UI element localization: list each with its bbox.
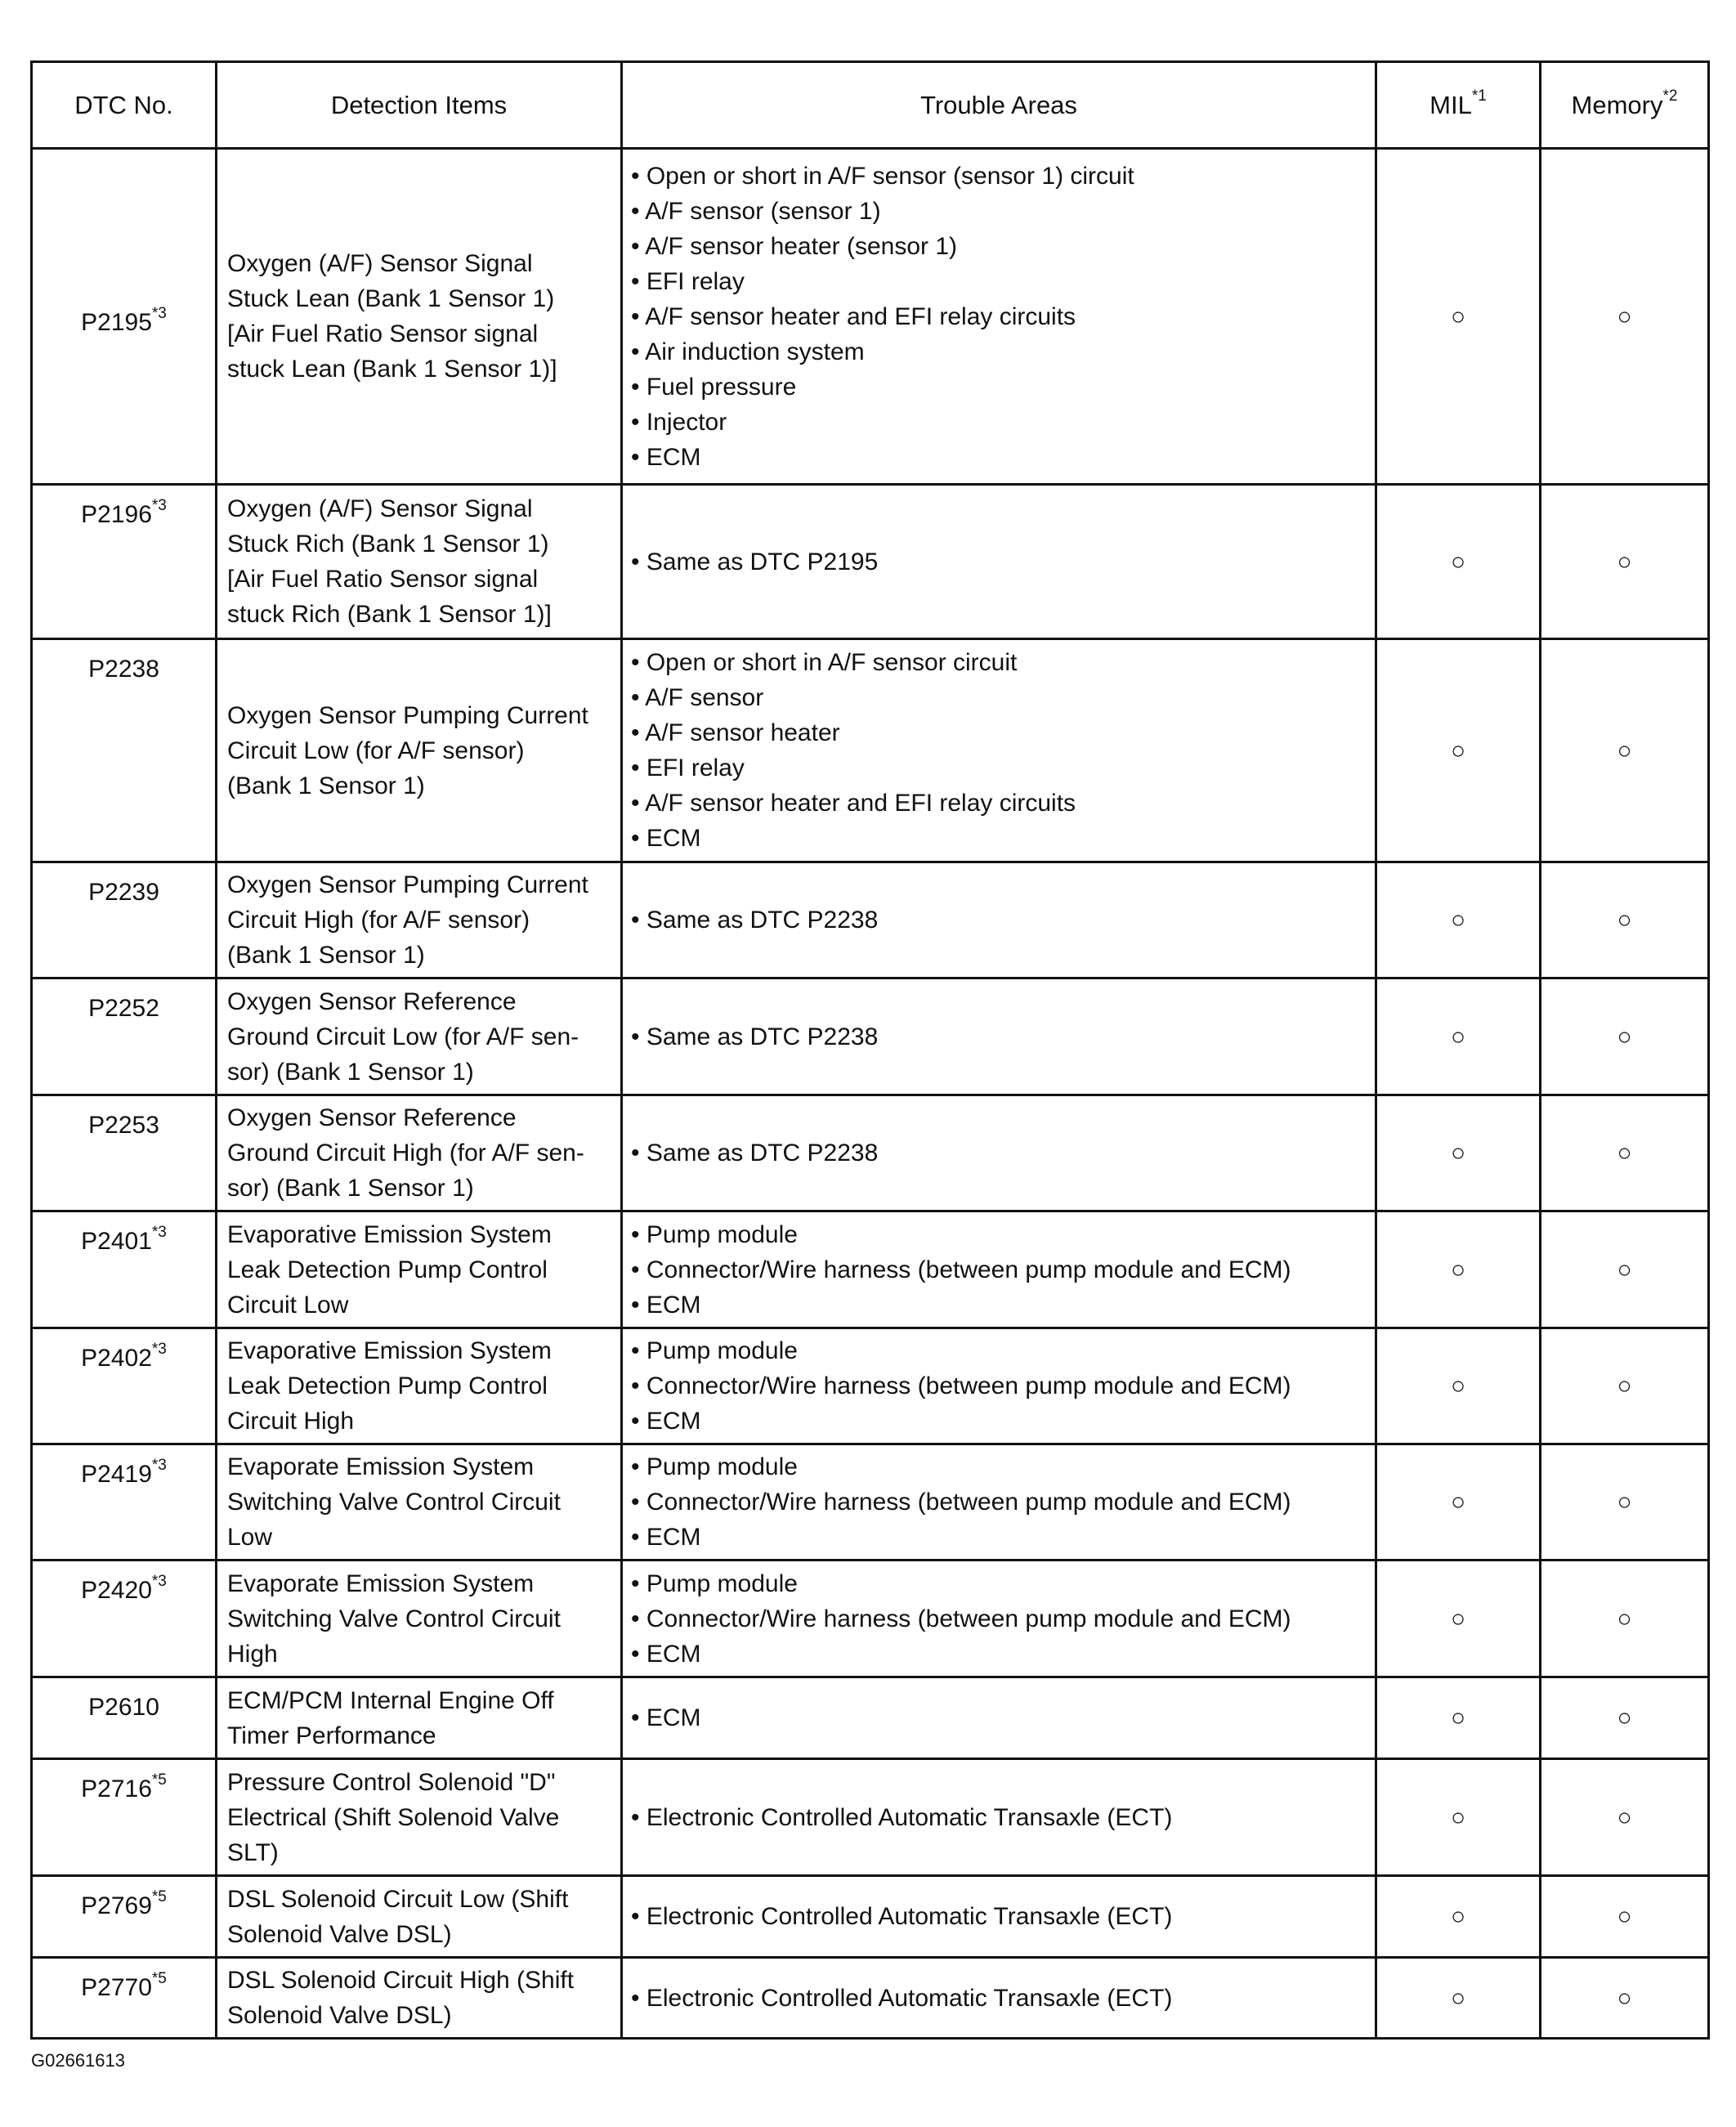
trouble-area-cell	[622, 1328, 1376, 1444]
memory-cell	[1541, 1876, 1709, 1958]
header-detection-items-label: Detection Items	[330, 90, 508, 119]
header-detection-items	[217, 62, 622, 149]
trouble-area-item: • ECM	[631, 1640, 701, 1668]
detection-item-cell	[217, 1759, 622, 1876]
trouble-area-cell	[622, 639, 1376, 862]
detection-item-line: Stuck Rich (Bank 1 Sensor 1)	[227, 531, 549, 557]
trouble-area-item: • ECM	[631, 1524, 701, 1551]
mil-circle-icon: ○	[1450, 1605, 1466, 1632]
memory-circle-icon: ○	[1617, 1605, 1632, 1632]
detection-item-line: sor) (Bank 1 Sensor 1)	[227, 1175, 474, 1202]
trouble-area-cell	[622, 862, 1376, 978]
mil-circle-icon: ○	[1450, 1256, 1466, 1283]
trouble-area-item: • A/F sensor (sensor 1)	[631, 197, 881, 225]
trouble-area-item: • Electronic Controlled Automatic Transaxle (ECT)	[631, 1984, 1173, 2012]
trouble-area-cell	[622, 1211, 1376, 1328]
dtc-footnote: *5	[151, 1888, 167, 1905]
header-mil-label: MIL	[1430, 90, 1472, 119]
mil-circle-icon: ○	[1450, 737, 1466, 764]
detection-item-line: Ground Circuit High (for A/F sen-	[227, 1140, 584, 1166]
detection-item-cell	[217, 1677, 622, 1759]
detection-item-line: Evaporative Emission System	[227, 1337, 552, 1364]
table-row	[32, 1677, 1709, 1759]
trouble-area-cell	[622, 1677, 1376, 1759]
mil-cell	[1376, 978, 1541, 1095]
detection-item-cell	[217, 1328, 622, 1444]
detection-item-cell	[217, 639, 622, 862]
mil-circle-icon: ○	[1450, 1984, 1466, 2012]
trouble-area-item: • Open or short in A/F sensor (sensor 1) circuit	[631, 162, 1134, 190]
detection-item-line: Ground Circuit Low (for A/F sen-	[227, 1023, 579, 1050]
dtc-cell	[32, 1677, 217, 1759]
dtc-cell	[32, 485, 217, 639]
detection-item-line: SLT)	[227, 1838, 279, 1866]
trouble-area-item: • Injector	[631, 408, 727, 436]
memory-cell	[1541, 1958, 1709, 2039]
detection-item-line: Oxygen Sensor Reference	[227, 987, 517, 1015]
dtc-cell	[32, 1561, 217, 1677]
detection-item-cell	[217, 978, 622, 1095]
header-dtc-no-label: DTC No.	[74, 90, 173, 119]
memory-circle-icon: ○	[1617, 1903, 1632, 1930]
memory-circle-icon: ○	[1617, 737, 1632, 764]
trouble-area-cell	[622, 485, 1376, 639]
dtc-cell	[32, 1958, 217, 2039]
dtc-code: P2420	[81, 1577, 152, 1604]
detection-item-line: Leak Detection Pump Control	[227, 1256, 548, 1283]
mil-cell	[1376, 639, 1541, 862]
detection-item-cell	[217, 1958, 622, 2039]
detection-item-line: [Air Fuel Ratio Sensor signal	[227, 320, 539, 347]
memory-cell	[1541, 1211, 1709, 1328]
dtc-code: P2195	[81, 308, 152, 336]
detection-item-cell	[217, 1095, 622, 1211]
table-row	[32, 978, 1709, 1095]
mil-cell	[1376, 862, 1541, 978]
memory-cell	[1541, 1095, 1709, 1211]
trouble-area-item: • Air induction system	[631, 338, 865, 365]
header-mil	[1376, 62, 1541, 149]
mil-cell	[1376, 1759, 1541, 1876]
detection-item-line: Stuck Lean (Bank 1 Sensor 1)	[227, 285, 555, 312]
memory-circle-icon: ○	[1617, 548, 1632, 575]
dtc-code: P2419	[81, 1461, 152, 1488]
memory-circle-icon: ○	[1617, 302, 1632, 330]
dtc-cell	[32, 639, 217, 862]
detection-item-line: Evaporate Emission System	[227, 1570, 535, 1597]
detection-item-line: Solenoid Valve DSL)	[227, 1920, 452, 1948]
dtc-code: P2239	[88, 879, 159, 906]
trouble-area-item: • A/F sensor heater and EFI relay circuits	[631, 302, 1076, 330]
mil-circle-icon: ○	[1450, 1140, 1466, 1166]
mil-cell	[1376, 1677, 1541, 1759]
dtc-code: P2196	[81, 501, 152, 528]
trouble-area-item: • ECM	[631, 443, 701, 471]
dtc-cell	[32, 149, 217, 485]
trouble-area-item: • Pump module	[631, 1337, 798, 1364]
trouble-area-item: • Electronic Controlled Automatic Transaxle (ECT)	[631, 1803, 1173, 1831]
trouble-area-item: • Open or short in A/F sensor circuit	[631, 649, 1018, 676]
dtc-footnote: *5	[151, 1771, 167, 1789]
mil-circle-icon: ○	[1450, 1903, 1466, 1930]
memory-circle-icon: ○	[1617, 1803, 1632, 1831]
trouble-area-item: • A/F sensor heater and EFI relay circuits	[631, 790, 1076, 817]
trouble-area-item: • ECM	[631, 1291, 701, 1319]
memory-cell	[1541, 1677, 1709, 1759]
dtc-code: P2252	[88, 995, 159, 1022]
detection-item-line: stuck Rich (Bank 1 Sensor 1)]	[227, 601, 552, 628]
dtc-footnote: *3	[151, 304, 167, 322]
trouble-area-item: • Electronic Controlled Automatic Transaxle (ECT)	[631, 1903, 1173, 1930]
dtc-cell	[32, 1211, 217, 1328]
memory-cell	[1541, 1759, 1709, 1876]
dtc-cell	[32, 1759, 217, 1876]
trouble-area-item: • ECM	[631, 1408, 701, 1435]
detection-item-line: Switching Valve Control Circuit	[227, 1605, 561, 1632]
detection-item-line: Circuit Low (for A/F sensor)	[227, 737, 525, 764]
memory-circle-icon: ○	[1617, 1256, 1632, 1283]
dtc-code: P2238	[88, 656, 159, 683]
trouble-area-item: • ECM	[631, 1704, 701, 1731]
dtc-footnote: *3	[151, 1573, 167, 1590]
detection-item-line: Electrical (Shift Solenoid Valve	[227, 1803, 560, 1831]
dtc-code: P2401	[81, 1228, 152, 1255]
header-dtc-no	[32, 62, 217, 149]
trouble-area-item: • EFI relay	[631, 755, 745, 781]
dtc-code: P2402	[81, 1345, 152, 1372]
detection-item-line: sor) (Bank 1 Sensor 1)	[227, 1058, 474, 1086]
detection-item-cell	[217, 149, 622, 485]
mil-cell	[1376, 485, 1541, 639]
memory-cell	[1541, 639, 1709, 862]
memory-cell	[1541, 149, 1709, 485]
mil-circle-icon: ○	[1450, 1704, 1466, 1731]
table-row	[32, 1958, 1709, 2039]
dtc-cell	[32, 1095, 217, 1211]
memory-circle-icon: ○	[1617, 1704, 1632, 1731]
mil-cell	[1376, 1328, 1541, 1444]
header-trouble-areas-label: Trouble Areas	[920, 90, 1077, 119]
memory-circle-icon: ○	[1617, 1140, 1632, 1166]
memory-cell	[1541, 1444, 1709, 1561]
table-row	[32, 1876, 1709, 1958]
mil-circle-icon: ○	[1450, 548, 1466, 575]
memory-cell	[1541, 1328, 1709, 1444]
detection-item-line: Pressure Control Solenoid "D"	[227, 1768, 556, 1796]
dtc-table-body	[32, 149, 1709, 2039]
trouble-area-cell	[622, 1759, 1376, 1876]
detection-item-line: Circuit Low	[227, 1291, 349, 1319]
detection-item-cell	[217, 485, 622, 639]
dtc-footnote: *5	[151, 1970, 167, 1987]
trouble-area-item: • Connector/Wire harness (between pump module and ECM)	[631, 1256, 1291, 1283]
trouble-area-item: • Connector/Wire harness (between pump module and ECM)	[631, 1489, 1291, 1516]
header-row	[32, 62, 1709, 149]
trouble-area-item: • Same as DTC P2238	[631, 1023, 879, 1050]
detection-item-line: Evaporate Emission System	[227, 1453, 535, 1480]
trouble-area-cell	[622, 149, 1376, 485]
mil-cell	[1376, 1095, 1541, 1211]
mil-cell	[1376, 1211, 1541, 1328]
mil-cell	[1376, 1444, 1541, 1561]
table-row	[32, 485, 1709, 639]
header-memory-label: Memory	[1571, 90, 1663, 119]
dtc-footnote: *3	[151, 1224, 167, 1241]
mil-cell	[1376, 1958, 1541, 2039]
detection-item-line: Oxygen (A/F) Sensor Signal	[227, 250, 533, 277]
mil-cell	[1376, 149, 1541, 485]
memory-circle-icon: ○	[1617, 1372, 1632, 1399]
detection-item-line: Oxygen (A/F) Sensor Signal	[227, 495, 533, 522]
header-mil-footnote: *1	[1471, 87, 1487, 105]
detection-item-line: (Bank 1 Sensor 1)	[227, 772, 425, 799]
dtc-cell	[32, 1876, 217, 1958]
header-memory	[1541, 62, 1709, 149]
detection-item-line: ECM/PCM Internal Engine Off	[227, 1686, 554, 1714]
detection-item-line: (Bank 1 Sensor 1)	[227, 942, 425, 969]
table-row	[32, 1095, 1709, 1211]
memory-circle-icon: ○	[1617, 907, 1632, 934]
trouble-area-item: • Same as DTC P2238	[631, 1140, 879, 1166]
trouble-area-item: • A/F sensor	[631, 684, 764, 711]
mil-circle-icon: ○	[1450, 1489, 1466, 1516]
trouble-area-item: • A/F sensor heater	[631, 719, 840, 746]
table-row	[32, 1328, 1709, 1444]
mil-cell	[1376, 1561, 1541, 1677]
table-row	[32, 862, 1709, 978]
trouble-area-item: • ECM	[631, 825, 701, 852]
memory-cell	[1541, 1561, 1709, 1677]
memory-cell	[1541, 485, 1709, 639]
dtc-code: P2253	[88, 1112, 159, 1139]
mil-circle-icon: ○	[1450, 1023, 1466, 1050]
trouble-area-cell	[622, 1876, 1376, 1958]
detection-item-line: Oxygen Sensor Pumping Current	[227, 701, 588, 729]
trouble-area-cell	[622, 1095, 1376, 1211]
header-trouble-areas	[622, 62, 1376, 149]
dtc-cell	[32, 978, 217, 1095]
detection-item-line: Evaporative Emission System	[227, 1220, 552, 1248]
detection-item-line: DSL Solenoid Circuit High (Shift	[227, 1967, 575, 1994]
detection-item-line: [Air Fuel Ratio Sensor signal	[227, 566, 539, 593]
memory-cell	[1541, 862, 1709, 978]
trouble-area-item: • Same as DTC P2238	[631, 907, 879, 934]
trouble-area-item: • EFI relay	[631, 267, 745, 295]
dtc-footnote: *3	[151, 1341, 167, 1358]
figure-id: G02661613	[31, 2050, 125, 2071]
dtc-code: P2770	[81, 1974, 152, 2001]
mil-circle-icon: ○	[1450, 907, 1466, 934]
detection-item-line: stuck Lean (Bank 1 Sensor 1)]	[227, 356, 557, 383]
dtc-footnote: *3	[151, 1457, 167, 1474]
dtc-footnote: *3	[151, 497, 167, 514]
detection-item-line: DSL Solenoid Circuit Low (Shift	[227, 1885, 569, 1913]
detection-item-line: Circuit High (for A/F sensor)	[227, 907, 530, 934]
header-memory-footnote: *2	[1662, 87, 1678, 105]
dtc-cell	[32, 862, 217, 978]
detection-item-line: Switching Valve Control Circuit	[227, 1489, 561, 1516]
trouble-area-item: • Pump module	[631, 1220, 798, 1248]
detection-item-line: Oxygen Sensor Pumping Current	[227, 871, 588, 898]
detection-item-line: Oxygen Sensor Reference	[227, 1104, 517, 1131]
trouble-area-item: • Connector/Wire harness (between pump module and ECM)	[631, 1605, 1291, 1632]
dtc-code: P2610	[88, 1694, 159, 1721]
memory-circle-icon: ○	[1617, 1023, 1632, 1050]
trouble-area-item: • Same as DTC P2195	[631, 548, 879, 575]
detection-item-line: Low	[227, 1524, 273, 1551]
memory-circle-icon: ○	[1617, 1489, 1632, 1516]
detection-item-cell	[217, 1444, 622, 1561]
trouble-area-item: • Connector/Wire harness (between pump module and ECM)	[631, 1372, 1291, 1399]
table-row	[32, 149, 1709, 485]
trouble-area-cell	[622, 1561, 1376, 1677]
mil-cell	[1376, 1876, 1541, 1958]
dtc-cell	[32, 1328, 217, 1444]
table-row	[32, 639, 1709, 862]
trouble-area-cell	[622, 1958, 1376, 2039]
table-row	[32, 1759, 1709, 1876]
detection-item-cell	[217, 1211, 622, 1328]
mil-circle-icon: ○	[1450, 302, 1466, 330]
dtc-code: P2769	[81, 1892, 152, 1919]
detection-item-cell	[217, 862, 622, 978]
trouble-area-cell	[622, 978, 1376, 1095]
mil-circle-icon: ○	[1450, 1803, 1466, 1831]
table-row	[32, 1561, 1709, 1677]
detection-item-cell	[217, 1876, 622, 1958]
trouble-area-item: • Fuel pressure	[631, 373, 797, 401]
detection-item-cell	[217, 1561, 622, 1677]
table-row	[32, 1444, 1709, 1561]
detection-item-line: Timer Performance	[227, 1722, 436, 1749]
dtc-cell	[32, 1444, 217, 1561]
table-row	[32, 1211, 1709, 1328]
dtc-table	[30, 60, 1710, 2040]
detection-item-line: Circuit High	[227, 1408, 355, 1435]
trouble-area-item: • Pump module	[631, 1453, 798, 1480]
mil-circle-icon: ○	[1450, 1372, 1466, 1399]
detection-item-line: Leak Detection Pump Control	[227, 1372, 548, 1399]
memory-cell	[1541, 978, 1709, 1095]
dtc-code: P2716	[81, 1775, 152, 1802]
detection-item-line: High	[227, 1640, 278, 1668]
trouble-area-cell	[622, 1444, 1376, 1561]
trouble-area-item: • Pump module	[631, 1570, 798, 1597]
trouble-area-item: • A/F sensor heater (sensor 1)	[631, 232, 958, 260]
memory-circle-icon: ○	[1617, 1984, 1632, 2012]
detection-item-line: Solenoid Valve DSL)	[227, 2002, 452, 2029]
